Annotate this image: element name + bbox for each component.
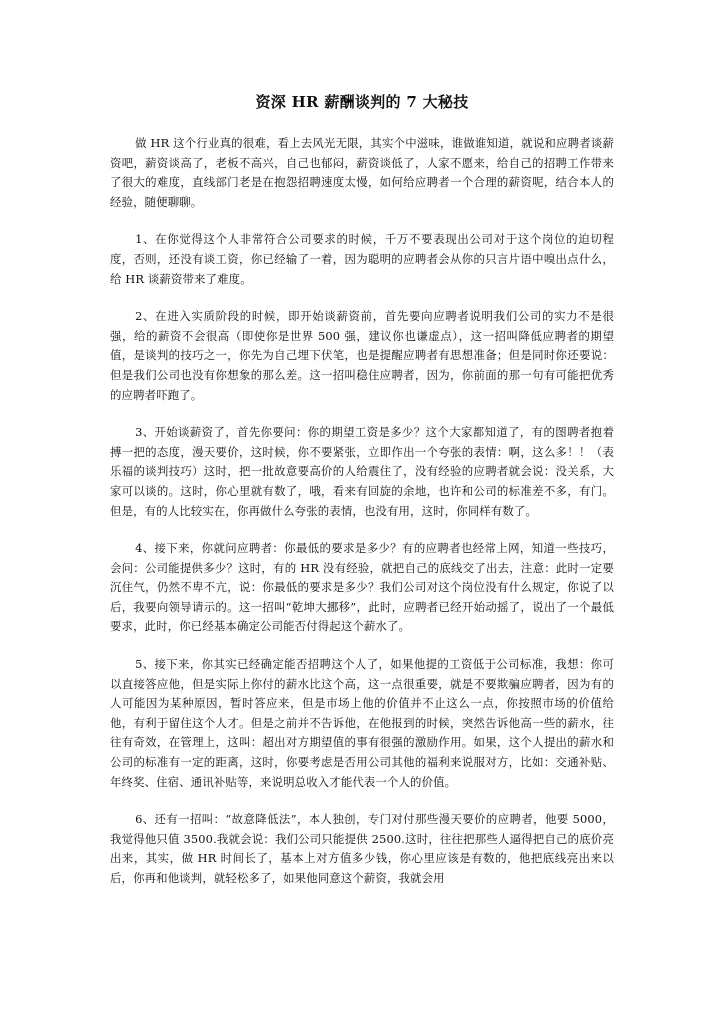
paragraph-tip-6: 6、还有一招叫：“故意降低法”，本人独创，专门对付那些漫天要价的应聘者，他要 5000，我觉得他只值 3500.我就会说：我们公司只能提供 2500.这时，往往把那些人逼得把自己的底价亮出来，其实，做 HR 时间长了，基本上对方值多少钱，你心里应该是有数的，他把底线亮出来以后，你再和他谈判，就轻松多了，如果他同意这个薪资，我就会用 xyxy=(110,812,614,885)
document-page xyxy=(110,92,614,907)
paragraph-tip-5: 5、接下来，你其实已经确定能否招聘这个人了，如果他提的工资低于公司标准，我想：你可以直接答应他，但是实际上你付的薪水比这个高，这一点很重要，就是不要欺骗应聘者，因为有的人可能因为某种原因，暂时答应来，但是市场上他的价值并不止这么一点，你按照市场的价值给他，有利于留住这个人才。但是之前并不告诉他，在他报到的时候，突然告诉他高一些的薪水，往往有奇效，在管理上，这叫：超出对方期望值的事有很强的激励作用。如果，这个人提出的薪水和公司的标准有一定的距离，这时，你要考虑是否用公司其他的福利来说服对方，比如：交通补贴、年终奖、住宿、通讯补贴等，来说明总收入才能代表一个人的价值。 xyxy=(110,657,614,789)
paragraph-intro: 做 HR 这个行业真的很难，看上去风光无限，其实个中滋味，谁做谁知道，就说和应聘者谈薪资吧，薪资谈高了，老板不高兴，自己也郁闷，薪资谈低了，人家不愿来，给自己的招聘工作带来了很大的难度，直线部门老是在抱怨招聘速度太慢，如何给应聘者一个合理的薪资呢，结合本人的经验，随便聊聊。 xyxy=(110,136,614,209)
paragraph-tip-3: 3、开始谈薪资了，首先你要问：你的期望工资是多少？这个大家都知道了，有的图聘者抱着搏一把的态度，漫天要价，这时候，你不要紧张，立即作出一个夸张的表情：啊，这么多！！（表乐福的谈判技巧）这时，把一批故意要高价的人给震住了，没有经验的应聘者就会说：没关系，大家可以谈的。这时，你心里就有数了，哦，看来有回旋的余地，也许和公司的标准差不多，有门。但是，有的人比较实在，你再做什么夸张的表情，也没有用，这时，你同样有数了。 xyxy=(110,425,614,518)
paragraph-tip-1: 1、在你觉得这个人非常符合公司要求的时候，千万不要表现出公司对于这个岗位的迫切程度，否则，还没有谈工资，你已经输了一着，因为聪明的应聘者会从你的只言片语中嗅出点什么，给 HR 谈薪资带来了难度。 xyxy=(110,232,614,286)
document-title: 资深 HR 薪酬谈判的 7 大秘技 xyxy=(255,93,469,111)
paragraph-tip-4: 4、接下来，你就问应聘者：你最低的要求是多少？有的应聘者也经常上网，知道一些技巧，会问：公司能提供多少？这时，有的 HR 没有经验，就把自己的底线交了出去，注意：此时一定要沉住气，仍然不卑不亢，说：你最低的要求是多少？我们公司对这个岗位没有什么规定，你说了以后，我要向领导请示的。这一招叫“乾坤大挪移”，此时，应聘者已经开始动摇了，说出了一个最低要求，此时，你已经基本确定公司能否付得起这个薪水了。 xyxy=(110,541,614,634)
paragraph-tip-2: 2、在进入实质阶段的时候，即开始谈薪资前，首先要向应聘者说明我们公司的实力不是很强，给的薪资不会很高（即使你是世界 500 强，建议你也谦虚点），这一招叫降低应聘者的期望值，是谈判的技巧之一，你先为自己埋下伏笔，也是提醒应聘者有思想准备；但是同时你还要说：但是我们公司也没有你想象的那么差。这一招叫稳住应聘者，因为，你前面的那一句有可能把优秀的应聘者吓跑了。 xyxy=(110,309,614,402)
